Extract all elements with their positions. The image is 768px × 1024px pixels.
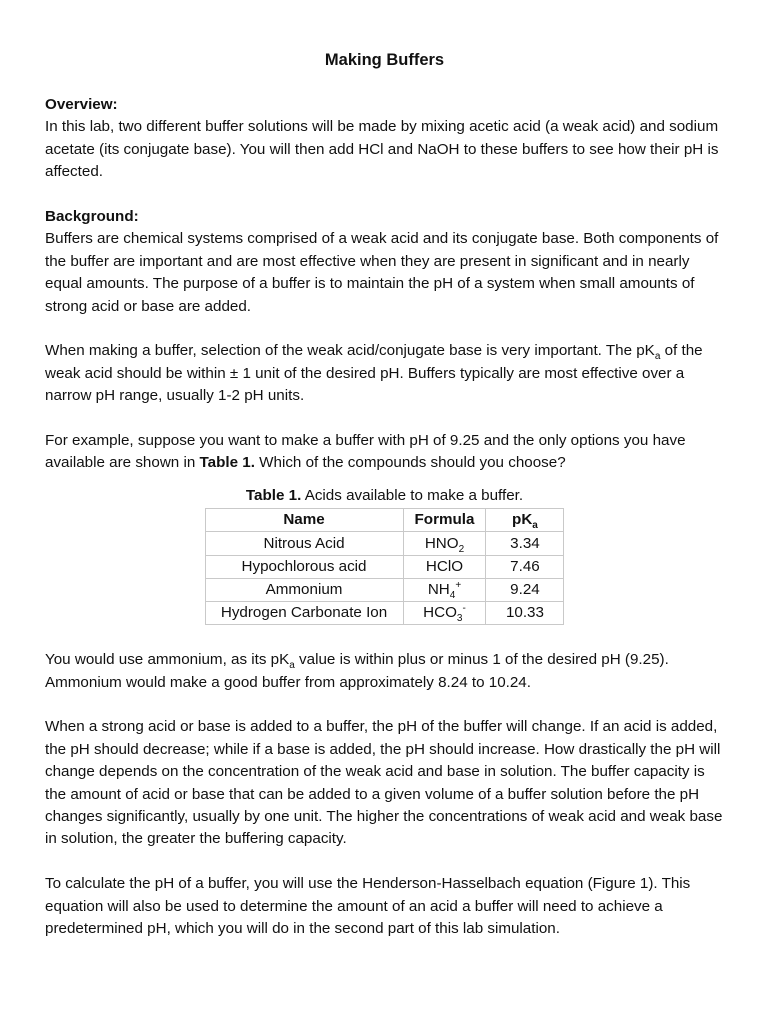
cell-formula: [403, 578, 486, 601]
overview-heading: Overview:: [45, 96, 118, 113]
background-paragraph-2: [45, 340, 724, 407]
subscript: a: [654, 351, 661, 363]
cell-name: Nitrous Acid: [205, 532, 403, 555]
text-span: For example, suppose you want to make a buffer with pH of 9.25 and the only options you have available are shown in: [45, 432, 686, 472]
subscript: 4: [449, 589, 456, 601]
text-span: You would use ammonium, as its pK: [45, 651, 290, 669]
table-row: [205, 555, 564, 578]
text-span: HCO: [423, 604, 457, 622]
background-heading: Background:: [45, 208, 139, 226]
header-formula: Formula: [403, 509, 486, 532]
table-row: [205, 532, 564, 555]
background-paragraph-1: Buffers are chemical systems comprised of a weak acid and its conjugate base. Both components of the buffer are important and are most effective when they are present in significant and in nearly equal amounts. The purpose of a buffer is to maintain the pH of a system when small amounts of strong acid or base are added.: [45, 230, 719, 315]
superscript: +: [455, 579, 462, 591]
text-span: NH: [427, 580, 450, 598]
background-section: [45, 206, 724, 475]
cell-formula: [403, 602, 486, 625]
text-span: HClO: [425, 557, 464, 575]
text-span: HNO: [424, 534, 459, 552]
acids-table: [205, 508, 565, 625]
table-row: [205, 578, 564, 601]
bold-text: Table 1.: [199, 454, 255, 472]
text-span: When making a buffer, selection of the weak acid/conjugate base is very important. The pK: [45, 342, 655, 360]
text-span: value is within plus or minus 1 of the desired pH (9.25). Ammonium would make a good buffer from approximately 8.24 to 10.24.: [45, 651, 669, 691]
cell-name: Hydrogen Carbonate Ion: [205, 602, 403, 625]
table-row: [205, 602, 564, 625]
cell-name: Ammonium: [205, 578, 403, 601]
cell-name: Hypochlorous acid: [205, 555, 403, 578]
henderson-paragraph: To calculate the pH of a buffer, you will use the Henderson-Hasselbach equation (Figure 1). This equation will also be used to determine the amount of an acid a buffer will need to achieve a predetermined pH, which you will do in the second part of this lab simulation.: [45, 875, 691, 938]
cell-pka: 7.46: [486, 555, 564, 578]
subscript: a: [289, 660, 295, 672]
background-paragraph-3: [45, 430, 724, 475]
cell-pka: 9.24: [486, 578, 564, 601]
overview-section: [45, 94, 724, 184]
cell-pka: 10.33: [486, 602, 564, 625]
answer-paragraph: [45, 649, 724, 694]
table-caption-text: Acids available to make a buffer.: [301, 486, 524, 504]
overview-text: In this lab, two different buffer solutions will be made by mixing acetic acid (a weak acid) and sodium acetate (its conjugate base). You will then add HCl and NaOH to these buffers to see how their pH is affected.: [45, 118, 719, 181]
page-title: Making Buffers: [324, 51, 445, 69]
header-pka: [486, 509, 564, 532]
superscript: -: [462, 603, 466, 615]
cell-formula: [403, 555, 486, 578]
buffer-capacity-paragraph: When a strong acid or base is added to a buffer, the pH of the buffer will change. If an acid is added, the pH should decrease; while if a base is added, the pH should increase. How drastically the pH will change depends on the concentration of the weak acid and base in solution. The buffer capacity is the amount of acid or base that can be added to a given volume of a buffer solution before the pH changes significantly, usually by one unit. The higher the concentrations of weak acid and weak base in solution, the greater the buffering capacity.: [45, 718, 723, 848]
table-caption: [45, 485, 724, 507]
text-span: of the weak acid should be within ± 1 unit of the desired pH. Buffers typically are most effective over a narrow pH range, usually 1-2 pH units.: [45, 342, 703, 405]
table-caption-label: Table 1.: [245, 486, 302, 504]
cell-formula: [403, 532, 486, 555]
cell-pka: 3.34: [486, 532, 564, 555]
subscript: 3: [456, 613, 463, 625]
text-span: pK: [512, 511, 533, 529]
table-header-row: [205, 509, 564, 532]
header-name: Name: [205, 509, 403, 532]
text-span: Which of the compounds should you choose?: [254, 454, 566, 472]
subscript: 2: [458, 543, 465, 555]
subscript: a: [532, 520, 538, 532]
